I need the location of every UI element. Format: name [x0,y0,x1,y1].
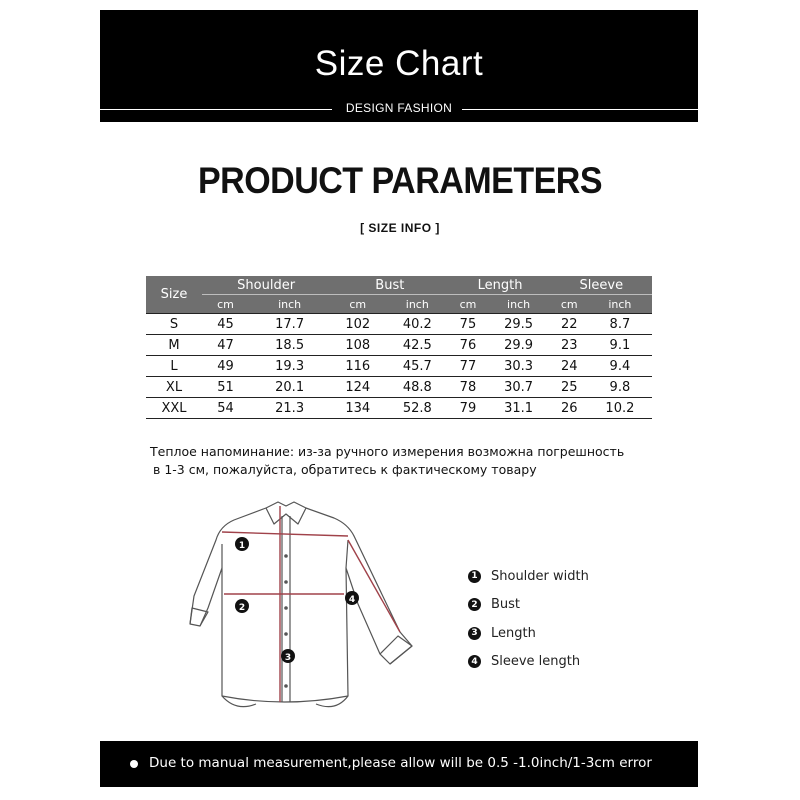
unit-header: inch [385,295,449,314]
table-cell: 49 [202,356,249,377]
size-cell: XL [146,377,202,398]
table-row [146,398,652,419]
legend-item [468,619,589,648]
table-cell: 45 [202,314,249,335]
table-cell: 54 [202,398,249,419]
table-cell: 78 [449,377,486,398]
table-row [146,314,652,335]
table-cell: 47 [202,335,249,356]
table-row [146,335,652,356]
marker-2-label: 2 [238,603,246,613]
table-cell: 20.1 [249,377,330,398]
reminder-line-1: Теплое напоминание: из-за ручного измерения возможна погрешность [150,444,625,459]
marker-3-label: 3 [284,653,292,663]
header-banner [100,10,698,122]
number-2-icon: 2 [468,598,481,611]
group-header-sleeve: Sleeve [551,276,652,295]
table-cell: 40.2 [385,314,449,335]
table-cell: 25 [551,377,588,398]
measurement-legend [468,562,589,676]
table-cell: 48.8 [385,377,449,398]
table-cell: 23 [551,335,588,356]
table-cell: 102 [330,314,385,335]
table-cell: 77 [449,356,486,377]
unit-header: inch [249,295,330,314]
table-cell: 9.1 [588,335,652,356]
table-cell: 51 [202,377,249,398]
table-cell: 31.1 [487,398,551,419]
legend-label: Sleeve length [491,654,581,670]
marker-3-icon [281,649,295,663]
size-table [146,276,652,419]
table-cell: 30.7 [487,377,551,398]
legend-item [468,648,589,677]
marker-1-label: 1 [238,541,246,551]
footer-banner [100,741,698,787]
table-cell: 24 [551,356,588,377]
marker-2-icon [235,599,249,613]
number-3-icon: 3 [468,627,481,640]
size-info-label: [ SIZE INFO ] [360,221,440,235]
table-cell: 79 [449,398,486,419]
table-cell: 29.5 [487,314,551,335]
table-cell: 9.4 [588,356,652,377]
legend-item [468,591,589,620]
marker-1-icon [235,537,249,551]
size-cell: L [146,356,202,377]
page-heading: PRODUCT PARAMETERS [197,160,603,202]
unit-header: cm [551,295,588,314]
size-column-header: Size [146,276,202,314]
shirt-diagram [186,496,426,718]
table-cell: 42.5 [385,335,449,356]
bullet-icon [130,760,138,768]
measurement-reminder [150,443,624,479]
legend-label: Shoulder width [491,568,589,584]
table-cell: 52.8 [385,398,449,419]
unit-header: cm [330,295,385,314]
table-cell: 76 [449,335,486,356]
table-cell: 116 [330,356,385,377]
unit-header: cm [449,295,486,314]
banner-title: Size Chart [314,44,484,83]
banner-rule-right [462,109,698,110]
legend-item [468,562,589,591]
table-cell: 18.5 [249,335,330,356]
group-header-bust: Bust [330,276,449,295]
table-cell: 26 [551,398,588,419]
table-cell: 8.7 [588,314,652,335]
table-cell: 19.3 [249,356,330,377]
table-cell: 17.7 [249,314,330,335]
table-cell: 124 [330,377,385,398]
table-cell: 75 [449,314,486,335]
table-row [146,377,652,398]
table-cell: 45.7 [385,356,449,377]
table-header-row [146,276,652,295]
table-row [146,356,652,377]
marker-4-label: 4 [348,595,356,605]
table-cell: 134 [330,398,385,419]
table-cell: 29.9 [487,335,551,356]
number-1-icon: 1 [468,570,481,583]
table-cell: 21.3 [249,398,330,419]
unit-header: inch [588,295,652,314]
table-cell: 108 [330,335,385,356]
table-cell: 10.2 [588,398,652,419]
table-cell: 30.3 [487,356,551,377]
unit-header: inch [487,295,551,314]
group-header-shoulder: Shoulder [202,276,330,295]
legend-label: Length [491,625,536,641]
unit-header: cm [202,295,249,314]
number-4-icon: 4 [468,655,481,668]
error-disclaimer: Due to manual measurement,please allow will be 0.5 -1.0inch/1-3cm error [149,755,652,771]
size-cell: S [146,314,202,335]
size-cell: XXL [146,398,202,419]
reminder-line-2: в 1-3 см, пожалуйста, обратитесь к фактическому товару [153,462,537,477]
table-unit-row [146,295,652,314]
marker-4-icon [345,591,359,605]
size-cell: M [146,335,202,356]
table-cell: 9.8 [588,377,652,398]
legend-label: Bust [491,597,521,613]
table-cell: 22 [551,314,588,335]
group-header-length: Length [449,276,550,295]
banner-subtitle: DESIGN FASHION [345,101,453,115]
